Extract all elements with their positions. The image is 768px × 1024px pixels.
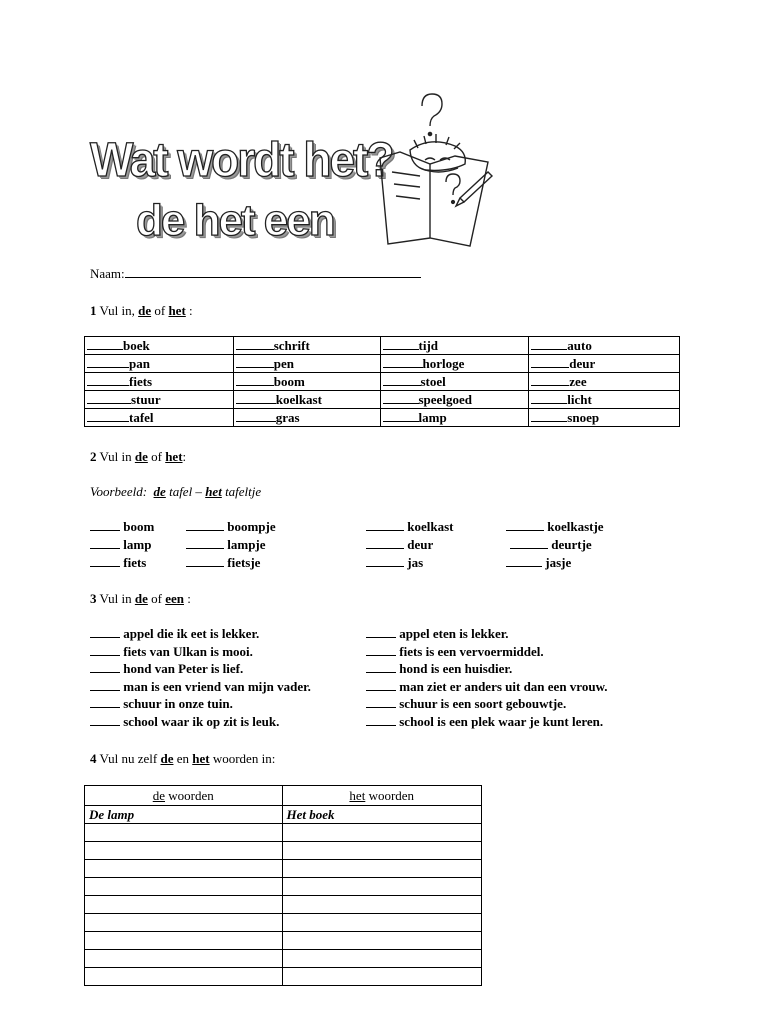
- ex2-item[interactable]: [186, 555, 260, 571]
- ex1-table: [84, 336, 680, 427]
- title-line-2: de het een: [136, 196, 334, 245]
- ex4-input-cell[interactable]: [282, 860, 482, 878]
- ex2-example: Voorbeeld: de tafel – het tafeltje: [90, 484, 262, 499]
- ex3-sentence[interactable]: [90, 714, 279, 730]
- ex1-cell[interactable]: [529, 373, 680, 391]
- ex1-cell[interactable]: [85, 355, 234, 373]
- fill-blank[interactable]: [90, 626, 120, 638]
- ex3-sentence[interactable]: [366, 714, 603, 730]
- ex1-word: speelgoed: [418, 391, 472, 407]
- ex2-word: boom: [123, 519, 155, 534]
- ex1-cell[interactable]: [233, 337, 380, 355]
- ex2-item[interactable]: [366, 537, 433, 553]
- fill-blank[interactable]: [383, 338, 419, 350]
- ex4-input-cell[interactable]: [85, 878, 283, 896]
- ex3-text: hond is een huisdier.: [399, 661, 513, 676]
- ex4-empty-row: [85, 914, 482, 932]
- ex4-empty-row: [85, 896, 482, 914]
- ex2-heading: 2 Vul in de of het:: [90, 449, 187, 464]
- fill-blank[interactable]: [236, 410, 276, 422]
- ex1-cell[interactable]: [529, 409, 680, 427]
- ex1-cell[interactable]: [85, 409, 234, 427]
- ex3-sentence[interactable]: [366, 661, 512, 677]
- fill-blank[interactable]: [510, 537, 548, 549]
- title-line-1: Wat wordt het?: [90, 131, 393, 187]
- ex3-sentence[interactable]: [366, 626, 509, 642]
- ex1-word: schrift: [273, 337, 310, 353]
- ex4-input-cell[interactable]: [85, 896, 283, 914]
- ex3-text: appel die ik eet is lekker.: [123, 626, 260, 641]
- ex4-empty-row: [85, 878, 482, 896]
- fill-blank[interactable]: [383, 410, 419, 422]
- ex2-word: fietsje: [227, 555, 261, 570]
- ex4-heading: 4 Vul nu zelf de en het woorden in:: [90, 751, 276, 766]
- ex1-row: [85, 355, 680, 373]
- name-line[interactable]: [125, 277, 421, 278]
- ex4-input-cell[interactable]: [85, 932, 283, 950]
- ex3-text: fiets van Ulkan is mooi.: [123, 643, 253, 659]
- fill-blank[interactable]: [366, 661, 396, 673]
- ex4-input-cell[interactable]: [282, 914, 482, 932]
- ex1-row: [85, 391, 680, 409]
- ex4-input-cell[interactable]: [282, 932, 482, 950]
- ex4-input-cell[interactable]: [282, 968, 482, 986]
- ex2-word: lamp: [123, 537, 152, 552]
- ex2-item[interactable]: [506, 555, 571, 571]
- ex1-word: pen: [273, 355, 294, 371]
- fill-blank[interactable]: [366, 519, 404, 531]
- ex3-sentence[interactable]: [90, 679, 311, 695]
- het-example: Het boek: [282, 806, 482, 824]
- fill-blank[interactable]: [87, 374, 129, 386]
- ex4-input-cell[interactable]: [282, 950, 482, 968]
- fill-blank[interactable]: [531, 338, 567, 350]
- ex2-word: deurtje: [551, 537, 592, 552]
- fill-blank[interactable]: [87, 392, 131, 404]
- ex4-empty-row: [85, 932, 482, 950]
- ex4-input-cell[interactable]: [282, 824, 482, 842]
- ex2-item[interactable]: [510, 537, 592, 553]
- ex3-text: man is een vriend van mijn vader.: [123, 678, 311, 694]
- ex1-cell[interactable]: [85, 391, 234, 409]
- fill-blank[interactable]: [90, 555, 120, 567]
- ex1-word: gras: [275, 409, 300, 425]
- ex1-word: stuur: [131, 391, 161, 407]
- ex2-word: koelkastje: [547, 519, 604, 534]
- ex2-item[interactable]: [186, 537, 266, 553]
- ex1-word: deur: [569, 355, 596, 371]
- ex1-cell[interactable]: [233, 391, 380, 409]
- fill-blank[interactable]: [383, 374, 421, 386]
- fill-blank[interactable]: [531, 374, 569, 386]
- fill-blank[interactable]: [366, 555, 404, 567]
- ex4-input-cell[interactable]: [85, 860, 283, 878]
- ex1-word: tijd: [418, 337, 438, 353]
- ex2-word: lampje: [227, 537, 266, 552]
- fill-blank[interactable]: [531, 410, 567, 422]
- name-field[interactable]: [90, 266, 421, 282]
- ex3-text: schuur in onze tuin.: [123, 696, 233, 711]
- fill-blank[interactable]: [90, 696, 120, 708]
- ex2-item[interactable]: [90, 519, 154, 535]
- fill-blank[interactable]: [531, 356, 569, 368]
- ex3-text: hond van Peter is lief.: [123, 661, 244, 676]
- fill-blank[interactable]: [236, 356, 274, 368]
- fill-blank[interactable]: [87, 356, 129, 368]
- ex2-item[interactable]: [366, 519, 453, 535]
- ex3-text: fiets is een vervoermiddel.: [399, 643, 544, 659]
- ex3-sentence[interactable]: [90, 661, 243, 677]
- de-words-header: de woorden: [85, 786, 283, 806]
- name-label: Naam:: [90, 266, 125, 281]
- fill-blank[interactable]: [186, 519, 224, 531]
- ex2-word: fiets: [123, 555, 147, 570]
- fill-blank[interactable]: [236, 392, 276, 404]
- ex2-word: jas: [407, 555, 424, 570]
- ex1-row: [85, 409, 680, 427]
- ex1-cell[interactable]: [380, 355, 529, 373]
- ex1-cell[interactable]: [380, 391, 529, 409]
- ex4-input-cell[interactable]: [282, 896, 482, 914]
- fill-blank[interactable]: [366, 696, 396, 708]
- fill-blank[interactable]: [383, 356, 423, 368]
- ex4-empty-row: [85, 950, 482, 968]
- ex1-heading: 1 Vul in, de of het :: [90, 303, 193, 318]
- ex1-word: koelkast: [275, 391, 322, 407]
- ex2-item[interactable]: [90, 555, 146, 571]
- ex4-input-cell[interactable]: [282, 878, 482, 896]
- ex1-cell[interactable]: [380, 409, 529, 427]
- ex1-cell[interactable]: [529, 337, 680, 355]
- fill-blank[interactable]: [87, 410, 129, 422]
- fill-blank[interactable]: [236, 338, 274, 350]
- ex1-word: boek: [123, 337, 150, 353]
- ex2-word: koelkast: [407, 519, 454, 534]
- fill-blank[interactable]: [506, 555, 542, 567]
- ex1-word: boom: [273, 373, 305, 389]
- ex4-empty-row: [85, 968, 482, 986]
- fill-blank[interactable]: [506, 519, 544, 531]
- fill-blank[interactable]: [366, 679, 396, 691]
- ex3-text: school waar ik op zit is leuk.: [123, 713, 280, 729]
- ex4-input-cell[interactable]: [85, 842, 283, 860]
- fill-blank[interactable]: [90, 679, 120, 691]
- ex4-input-cell[interactable]: [282, 842, 482, 860]
- thinking-child-illustration: [370, 88, 505, 250]
- ex1-cell[interactable]: [85, 337, 234, 355]
- ex1-word: snoep: [567, 409, 600, 425]
- fill-blank[interactable]: [366, 644, 396, 656]
- ex1-word: lamp: [418, 409, 447, 425]
- het-words-header: het woorden: [282, 786, 482, 806]
- ex1-word: licht: [567, 391, 592, 407]
- fill-blank[interactable]: [90, 519, 120, 531]
- ex1-cell[interactable]: [233, 373, 380, 391]
- ex1-word: fiets: [129, 373, 153, 389]
- fill-blank[interactable]: [186, 537, 224, 549]
- ex1-row: [85, 337, 680, 355]
- fill-blank[interactable]: [90, 714, 120, 726]
- ex1-cell[interactable]: [380, 337, 529, 355]
- fill-blank[interactable]: [186, 555, 224, 567]
- de-example: De lamp: [85, 806, 283, 824]
- ex3-sentence[interactable]: [90, 644, 253, 660]
- ex1-row: [85, 373, 680, 391]
- fill-blank[interactable]: [90, 537, 120, 549]
- ex3-sentence[interactable]: [366, 696, 566, 712]
- ex3-sentence[interactable]: [90, 696, 233, 712]
- fill-blank[interactable]: [366, 626, 396, 638]
- ex2-word: boompje: [227, 519, 276, 534]
- ex1-cell[interactable]: [233, 355, 380, 373]
- ex4-empty-row: [85, 842, 482, 860]
- ex3-heading: 3 Vul in de of een :: [90, 591, 191, 606]
- ex2-item[interactable]: [90, 537, 151, 553]
- ex2-item[interactable]: [186, 519, 276, 535]
- ex1-word: zee: [569, 373, 587, 389]
- ex2-word: jasje: [545, 555, 572, 570]
- ex1-word: tafel: [129, 409, 154, 425]
- ex3-text: schuur is een soort gebouwtje.: [399, 696, 567, 711]
- fill-blank[interactable]: [366, 714, 396, 726]
- fill-blank[interactable]: [236, 374, 274, 386]
- fill-blank[interactable]: [531, 392, 567, 404]
- ex3-sentence[interactable]: [366, 644, 544, 660]
- ex1-word: horloge: [422, 355, 465, 371]
- fill-blank[interactable]: [90, 644, 120, 656]
- ex1-word: auto: [567, 337, 592, 353]
- ex2-item[interactable]: [506, 519, 604, 535]
- ex4-input-cell[interactable]: [85, 824, 283, 842]
- ex4-empty-row: [85, 860, 482, 878]
- ex1-cell[interactable]: [380, 373, 529, 391]
- ex3-sentence[interactable]: [366, 679, 608, 695]
- fill-blank[interactable]: [90, 661, 120, 673]
- ex3-text: man ziet er anders uit dan een vrouw.: [399, 678, 608, 694]
- fill-blank[interactable]: [366, 537, 404, 549]
- ex3-text: school is een plek waar je kunt leren.: [399, 713, 604, 729]
- ex3-sentence[interactable]: [90, 626, 259, 642]
- ex1-cell[interactable]: [233, 409, 380, 427]
- fill-blank[interactable]: [383, 392, 419, 404]
- ex4-empty-row: [85, 824, 482, 842]
- ex4-input-cell[interactable]: [85, 914, 283, 932]
- ex1-cell[interactable]: [529, 355, 680, 373]
- ex1-word: pan: [129, 355, 150, 371]
- ex4-table: [84, 785, 482, 986]
- ex2-word: deur: [407, 537, 434, 552]
- ex3-text: appel eten is lekker.: [399, 626, 509, 641]
- ex4-input-cell[interactable]: [85, 950, 283, 968]
- ex1-word: stoel: [420, 373, 446, 389]
- ex1-cell[interactable]: [85, 373, 234, 391]
- ex2-item[interactable]: [366, 555, 423, 571]
- ex4-input-cell[interactable]: [85, 968, 283, 986]
- fill-blank[interactable]: [87, 338, 123, 350]
- ex1-cell[interactable]: [529, 391, 680, 409]
